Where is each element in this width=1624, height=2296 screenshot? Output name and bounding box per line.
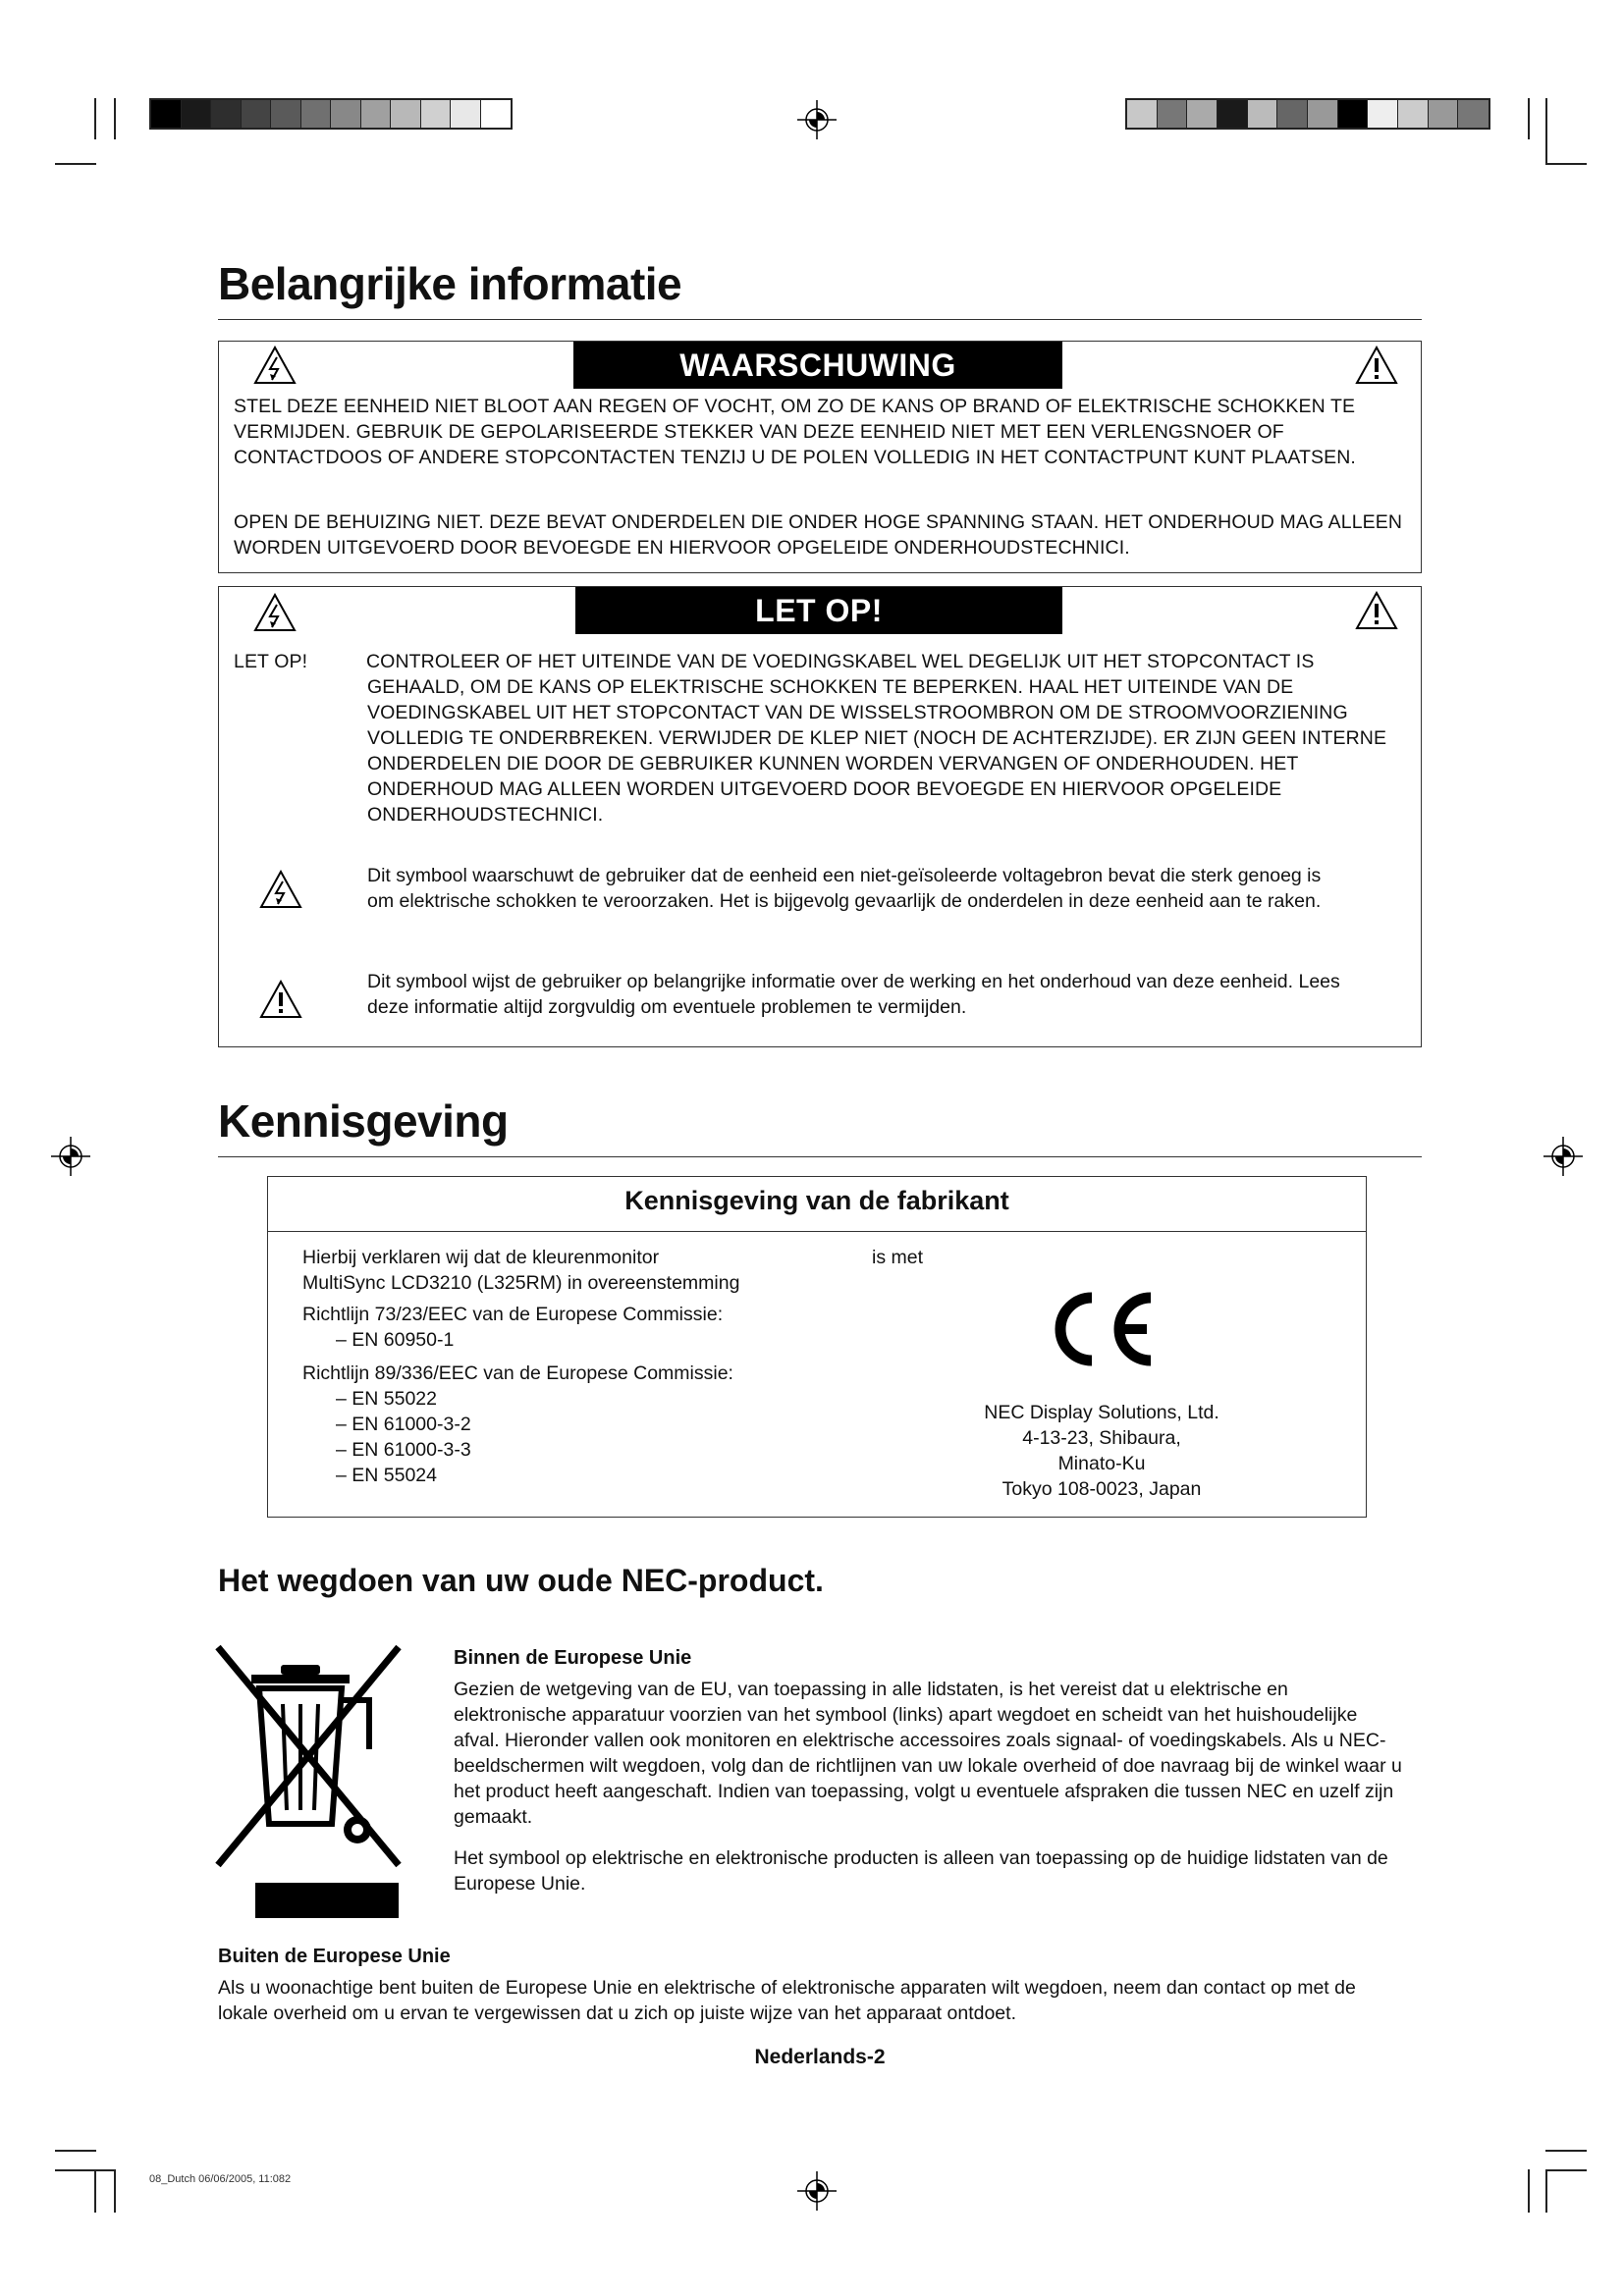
crop-mark: [1528, 2169, 1530, 2213]
caution-banner: LET OP!: [575, 587, 1062, 634]
warning-paragraph-2: OPEN DE BEHUIZING NIET. DEZE BEVAT ONDERDELEN DIE ONDER HOGE SPANNING STAAN. HET ONDERHOUD MAG ALLEEN WORDEN UITGEVOERD DOOR BEVOEGDE EN HIERVOOR OPGELEIDE ONDERHOUDSTECHNICI.: [234, 511, 1403, 559]
directive-1-item: – EN 60950-1: [336, 1329, 455, 1351]
eu-paragraph-2: Het symbool op elektrische en elektronische producten is alleen van toepassing op de huidige lidstaten van de Europese Unie.: [454, 1847, 1388, 1895]
crop-mark: [55, 2169, 114, 2171]
caution-text: CONTROLEER OF HET UITEINDE VAN DE VOEDINGSKABEL WEL DEGELIJK UIT HET STOPCONTACT IS GEHAALD, OM DE KANS OP ELEKTRISCHE SCHOKKEN TE BEPERKEN. HAAL HET UITEINDE VAN DE VOEDINGSKABEL UIT HET STOPCONTACT VAN DE WISSELSTROOMBRON OM DE STROOMVOORZIENING VOLLEDIG TE ONDERBREKEN. VERWIJDER DE KLEP NIET (NOCH DE ACHTERZIJDE). ER ZIJN GEEN INTERNE ONDERDELEN DIE DOOR DE GEBRUIKER KUNNEN WORDEN VERVANGEN OF ONDERHOUDEN. HET ONDERHOUD MAG ALLEEN WORDEN UITGEVOERD DOOR BEVOEGDE EN HIERVOOR OPGELEIDE ONDERHOUDSTECHNICI.: [366, 651, 1387, 826]
directive-2-item: – EN 55022: [336, 1388, 437, 1410]
notice-box-title: Kennisgeving van de fabrikant: [624, 1186, 1009, 1215]
shock-symbol-explanation: Dit symbool waarschuwt de gebruiker dat de eenheid een niet-geïsoleerde voltagebron bevat die sterk genoeg is om elektrische schokken te veroorzaken. Het is bijgevolg gevaarlijk de onderdelen in deze eenheid aan te raken.: [367, 865, 1322, 912]
directive-2-item: – EN 55024: [336, 1465, 437, 1486]
crop-mark: [1545, 163, 1587, 165]
crop-mark: [1545, 2150, 1587, 2152]
crop-mark: [94, 2169, 96, 2213]
title-rule: [218, 319, 1422, 320]
electric-shock-warning-icon: [253, 593, 297, 632]
eu-heading: Binnen de Europese Unie: [454, 1647, 692, 1669]
warning-banner: WAARSCHUWING: [573, 342, 1062, 389]
electric-shock-warning-icon: [259, 870, 302, 909]
caution-label: LET OP!: [234, 651, 308, 672]
crop-mark: [55, 2150, 96, 2152]
outside-eu-heading: Buiten de Europese Unie: [218, 1946, 451, 1967]
company-address-line: Tokyo 108-0023, Japan: [1001, 1478, 1202, 1500]
warning-paragraph-1: STEL DEZE EENHEID NIET BLOOT AAN REGEN OF VOCHT, OM ZO DE KANS OP BRAND OF ELEKTRISCHE SCHOKKEN TE VERMIJDEN. GEBRUIK DE GEPOLARISEERDE STEKKER VAN DEZE EENHEID NIET MET EEN VERLENGSNOER OF CONTACTDOOS OF ANDERE STOPCONTACTEN TENZIJ U DE POLEN VOLLEDIG IN HET CONTACTPUNT KUNT PLAATSEN.: [234, 396, 1356, 468]
eu-paragraph-1: Gezien de wetgeving van de EU, van toepassing in alle lidstaten, is het vereist dat u elektrische en elektronische apparatuur voorzien van het symbool (links) apart wegdoet en scheidt van het huishoudelijke afval. Hieronder vallen ook monitoren en elektrische accessoires zoals signaal- of voedingskabels. Als u NEC-beeldschermen wilt wegdoen, volg dan de richtlijnen van uw lokale overheid of doe navraag bij de winkel waar u het product heeft aangeschaft. Indien van toepassing, volgt u eventuele afspraken die tussen NEC en uzelf zijn gemaakt.: [454, 1679, 1402, 1828]
company-address-line: 4-13-23, Shibaura,: [1022, 1427, 1181, 1449]
declaration-line-2: MultiSync LCD3210 (L325RM) in overeenstemming: [302, 1272, 740, 1294]
directive-1: Richtlijn 73/23/EEC van de Europese Commissie:: [302, 1304, 724, 1325]
exclamation-warning-icon: [1355, 346, 1398, 385]
print-info: 08_Dutch 06/06/2005, 11:082: [149, 2173, 292, 2185]
crop-mark: [1545, 98, 1547, 163]
section-title-kennisgeving: Kennisgeving: [218, 1095, 509, 1147]
declaration-line-1: Hierbij verklaren wij dat de kleurenmonitor: [302, 1247, 660, 1268]
disposal-heading: Het wegdoen van uw oude NEC-product.: [218, 1563, 824, 1598]
weee-crossed-bin-icon: [212, 1641, 408, 1920]
outside-eu-paragraph: Als u woonachtige bent buiten de Europese Unie en elektrische of elektronische apparaten wilt wegdoen, neem dan contact op met de lokale overheid om u ervan te vergewissen dat u zich op juiste wijze van het apparaat ontdoet.: [218, 1977, 1356, 2024]
exclamation-warning-icon: [259, 980, 302, 1019]
registration-mark-icon: [1543, 1137, 1583, 1176]
is-met-text: is met: [872, 1247, 924, 1268]
registration-mark-icon: [51, 1137, 90, 1176]
exclamation-warning-icon: [1355, 591, 1398, 630]
company-address-line: Minato-Ku: [1057, 1453, 1146, 1474]
registration-mark-icon: [797, 100, 837, 139]
color-bar-left: [149, 98, 513, 130]
page-number: Nederlands-2: [754, 2046, 886, 2068]
color-bar-right: [1125, 98, 1490, 130]
company-name: NEC Display Solutions, Ltd.: [984, 1402, 1219, 1423]
crop-mark: [1545, 2169, 1587, 2171]
page-title: Belangrijke informatie: [218, 258, 682, 309]
crop-mark: [55, 163, 96, 165]
exclamation-symbol-explanation: Dit symbool wijst de gebruiker op belangrijke informatie over de werking en het onderhoud van deze eenheid. Lees deze informatie altijd zorgvuldig om eventuele problemen te vermijden.: [367, 971, 1340, 1018]
crop-mark: [94, 98, 96, 139]
section-rule: [218, 1156, 1422, 1157]
directive-2: Richtlijn 89/336/EEC van de Europese Commissie:: [302, 1362, 733, 1384]
crop-mark: [1528, 98, 1530, 139]
ce-mark-icon: [1043, 1284, 1159, 1374]
crop-mark: [114, 2169, 116, 2213]
notice-title-rule: [268, 1231, 1366, 1232]
directive-2-item: – EN 61000-3-3: [336, 1439, 471, 1461]
crop-mark: [1545, 2169, 1547, 2213]
crop-mark: [114, 98, 116, 139]
electric-shock-warning-icon: [253, 346, 297, 385]
registration-mark-icon: [797, 2171, 837, 2211]
directive-2-item: – EN 61000-3-2: [336, 1414, 471, 1435]
